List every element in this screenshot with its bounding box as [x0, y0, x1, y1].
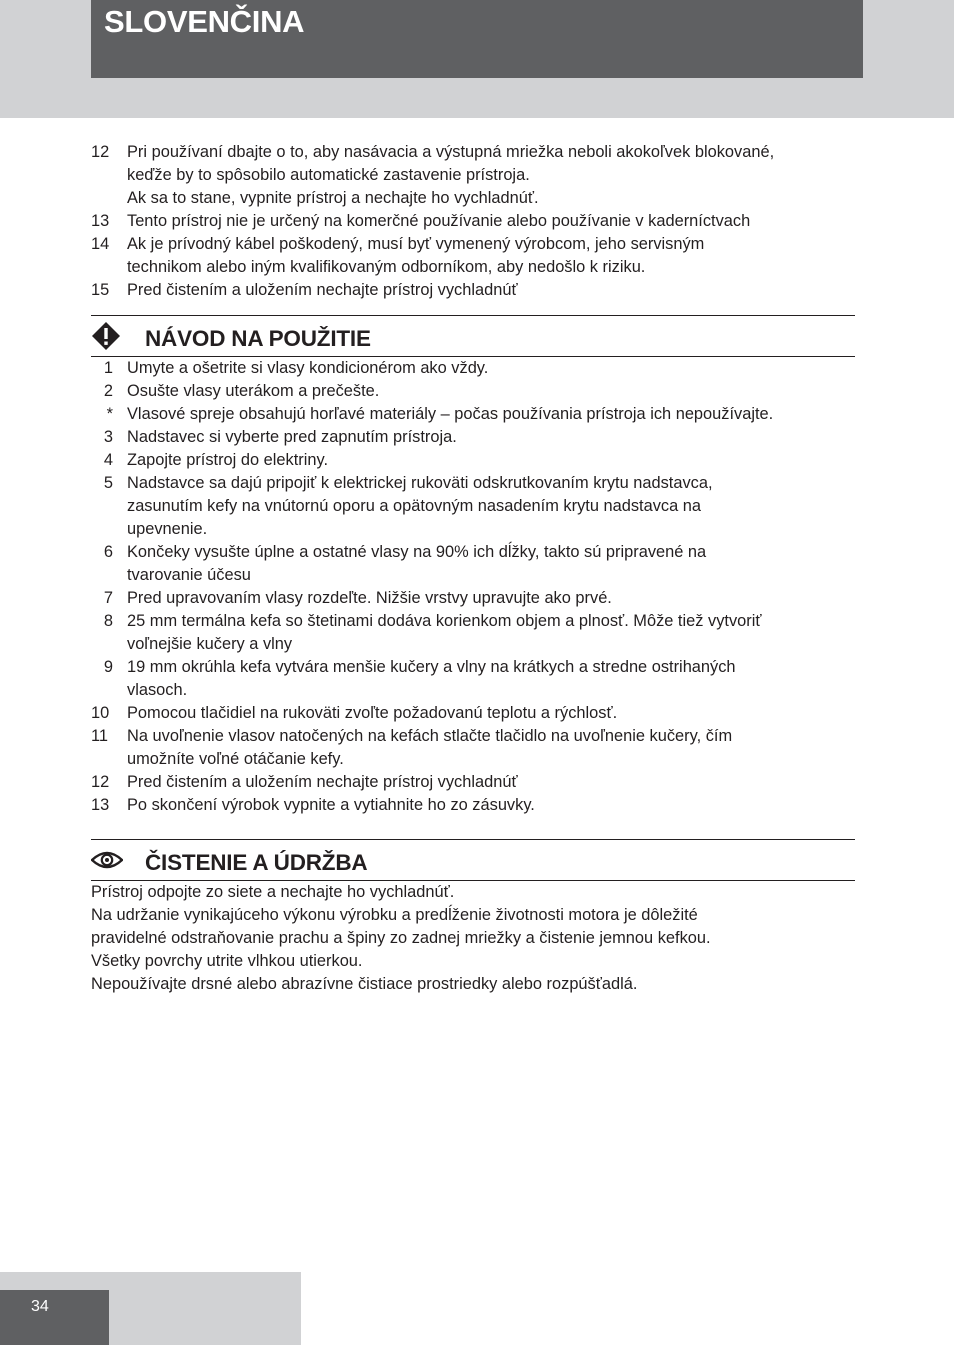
list-item: [91, 541, 855, 587]
list-item: [91, 449, 855, 472]
list-item-number: 9: [103, 658, 113, 676]
list-item: [91, 610, 855, 656]
list-item: [91, 587, 855, 610]
cleaning-text: [91, 881, 855, 996]
document-content: [91, 141, 855, 996]
intro-list: [91, 141, 855, 302]
list-item-text: Nadstavec si vyberte pred zapnutím prístroja.: [127, 428, 457, 446]
list-item-text: Osušte vlasy uterákom a prečešte.: [127, 382, 380, 400]
list-item-text: Umyte a ošetrite si vlasy kondicionérom ako vždy.: [127, 359, 489, 377]
list-item: [91, 725, 855, 771]
list-item-number: 2: [103, 382, 113, 400]
section-header-usage: [91, 315, 855, 357]
list-item: [91, 357, 855, 380]
list-item-number: 13: [91, 796, 110, 814]
list-item: [91, 279, 855, 302]
list-item-number: 14: [91, 235, 110, 253]
list-item-number: 12: [91, 773, 110, 791]
list-item-number: 12: [91, 143, 110, 161]
list-item-text: 19 mm okrúhla kefa vytvára menšie kučery a vlny na krátkych a stredne ostrihaných vlasoch.: [127, 658, 736, 699]
list-item-number: 5: [103, 474, 113, 492]
diamond-info-icon: [91, 320, 145, 352]
list-item-text: Pred čistením a uložením nechajte prístroj vychladnúť: [127, 281, 518, 299]
list-item-text: Ak je prívodný kábel poškodený, musí byť vymenený výrobcom, jeho servisným technikom alebo iným kvalifikovaným odborníkom, aby nedošlo k riziku.: [127, 235, 705, 276]
list-item-number: 15: [91, 281, 110, 299]
eye-icon: [91, 844, 145, 876]
list-item-number: 6: [103, 543, 113, 561]
list-item-text: Nadstavce sa dajú pripojiť k elektrickej rukoväti odskrutkovaním krytu nadstavca, zasunutím kefy na vnútornú oporu a opätovným nasadením krytu nadstavca na upevnenie.: [127, 474, 713, 538]
list-item: [91, 380, 855, 403]
list-item-text: Na uvoľnenie vlasov natočených na kefách stlačte tlačidlo na uvoľnenie kučery, čím umožníte voľné otáčanie kefy.: [127, 727, 733, 768]
section-title: NÁVOD NA POUŽITIE: [145, 325, 371, 351]
usage-list: [91, 357, 855, 817]
list-item-text: Vlasové spreje obsahujú horľavé materiály – počas používania prístroja ich nepoužívajte.: [127, 405, 774, 423]
list-item-text: Končeky vysušte úplne a ostatné vlasy na 90% ich dĺžky, takto sú pripravené na tvarovanie účesu: [127, 543, 707, 584]
page-title: SLOVENČINA: [104, 4, 305, 39]
header-band: [0, 0, 954, 118]
list-item-text: Pri používaní dbajte o to, aby nasávacia a výstupná mriežka neboli akokoľvek blokované, keďže by to spôsobilo automatické zastavenie prístroja. Ak sa to stane, vypnite prístroj a nechajte ho vychladnúť.: [127, 143, 775, 207]
page-number-box: [0, 1290, 109, 1345]
list-item: [91, 403, 855, 426]
list-item-text: 25 mm termálna kefa so štetinami dodáva korienkom objem a plnosť. Môže tiež vytvoriť voľnejšie kučery a vlny: [127, 612, 762, 653]
page-number: 34: [31, 1298, 49, 1315]
paragraph: Nepoužívajte drsné alebo abrazívne čistiace prostriedky alebo rozpúšťadlá.: [91, 975, 638, 993]
list-item: [91, 794, 855, 817]
paragraph: Všetky povrchy utrite vlhkou utierkou.: [91, 952, 363, 970]
list-item-text: Pred upravovaním vlasy rozdeľte. Nižšie vrstvy upravujte ako prvé.: [127, 589, 612, 607]
list-item-number: 3: [103, 428, 113, 446]
list-item: [91, 656, 855, 702]
list-item-text: Pred čistením a uložením nechajte prístroj vychladnúť: [127, 773, 518, 791]
section-title: ČISTENIE A ÚDRŽBA: [145, 849, 368, 875]
list-item: [91, 426, 855, 449]
paragraph: Na udržanie vynikajúceho výkonu výrobku a predĺženie životnosti motora je dôležité pravidelné odstraňovanie prachu a špiny zo zadnej mriežky a čistenie jemnou kefkou.: [91, 906, 711, 947]
paragraph: Prístroj odpojte zo siete a nechajte ho vychladnúť.: [91, 883, 455, 901]
list-item-text: Tento prístroj nie je určený na komerčné používanie alebo používanie v kaderníctvach: [127, 212, 751, 230]
list-item-text: Zapojte prístroj do elektriny.: [127, 451, 329, 469]
list-item-number: 1: [103, 359, 113, 377]
list-item: [91, 771, 855, 794]
list-item: [91, 141, 855, 210]
list-item: [91, 233, 855, 279]
list-item-number: 4: [103, 451, 113, 469]
section-header-cleaning: [91, 839, 855, 881]
list-item: [91, 472, 855, 541]
list-item-number: 11: [91, 727, 109, 745]
list-item-number: *: [106, 405, 113, 423]
list-item-number: 8: [103, 612, 113, 630]
list-item-text: Po skončení výrobok vypnite a vytiahnite ho zo zásuvky.: [127, 796, 535, 814]
list-item: [91, 702, 855, 725]
list-item-number: 7: [103, 589, 113, 607]
list-item-number: 10: [91, 704, 110, 722]
list-item-text: Pomocou tlačidiel na rukoväti zvoľte požadovanú teplotu a rýchlosť.: [127, 704, 618, 722]
header-title-box: [91, 0, 863, 78]
list-item-number: 13: [91, 212, 110, 230]
list-item: [91, 210, 855, 233]
